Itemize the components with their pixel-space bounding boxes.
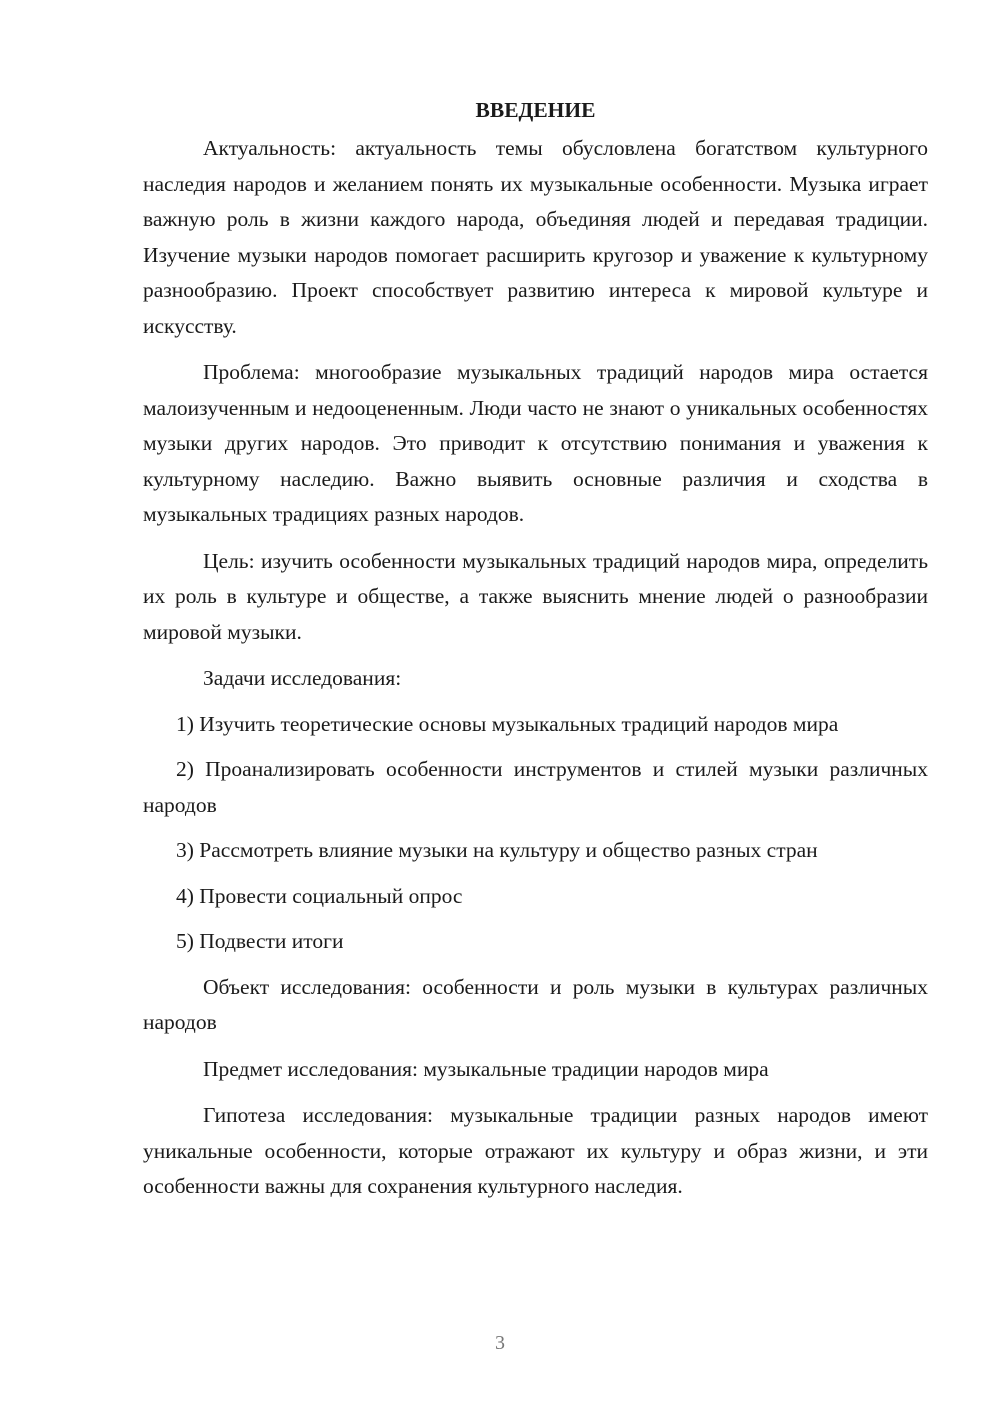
paragraph-goal: Цель: изучить особенности музыкальных традиций народов мира, определить их роль в культуре и обществе, а также выяснить мнение людей о разнообразии мировой музыки. xyxy=(143,548,928,644)
list-item: 2) Проанализировать особенности инструментов и стилей музыки различных народов xyxy=(143,757,928,817)
paragraph-hypothesis: Гипотеза исследования: музыкальные традиции разных народов имеют уникальные особенности, которые отражают их культуру и образ жизни, и эти особенности важны для сохранения культурного наследия. xyxy=(143,1103,928,1198)
paragraph-subject: Предмет исследования: музыкальные традиции народов мира xyxy=(203,1056,769,1081)
page-number: 3 xyxy=(495,1332,505,1354)
list-item: 3) Рассмотреть влияние музыки на культуру и общество разных стран xyxy=(176,838,818,862)
paragraph-object: Объект исследования: особенности и роль музыки в культурах различных народов xyxy=(143,974,928,1034)
tasks-list xyxy=(143,707,928,960)
list-item: 4) Провести социальный опрос xyxy=(176,883,463,908)
page-body xyxy=(143,93,928,1216)
section-title: ВВЕДЕНИЕ xyxy=(475,98,596,122)
tasks-heading: Задачи исследования: xyxy=(203,666,402,690)
list-item: 5) Подвести итоги xyxy=(176,929,344,953)
list-item: 1) Изучить теоретические основы музыкальных традиций народов мира xyxy=(176,711,839,736)
paragraph-relevance: Актуальность: актуальность темы обусловлена богатством культурного наследия народов и желанием понять их музыкальные особенности. Музыка играет важную роль в жизни каждого народа, объединяя людей и передавая традиции. Изучение музыки народов помогает расширить кругозор и уважение к культурному разнообразию. Проект способствует развитию интереса к мировой культуре и искусству. xyxy=(143,136,928,338)
paragraph-problem: Проблема: многообразие музыкальных традиций народов мира остается малоизученным и недооцененным. Люди часто не знают о уникальных особенностях музыки других народов. Это приводит к отсутствию понимания и уважения к культурному наследию. Важно выявить основные различия и сходства в музыкальных традициях разных народов. xyxy=(143,360,928,526)
